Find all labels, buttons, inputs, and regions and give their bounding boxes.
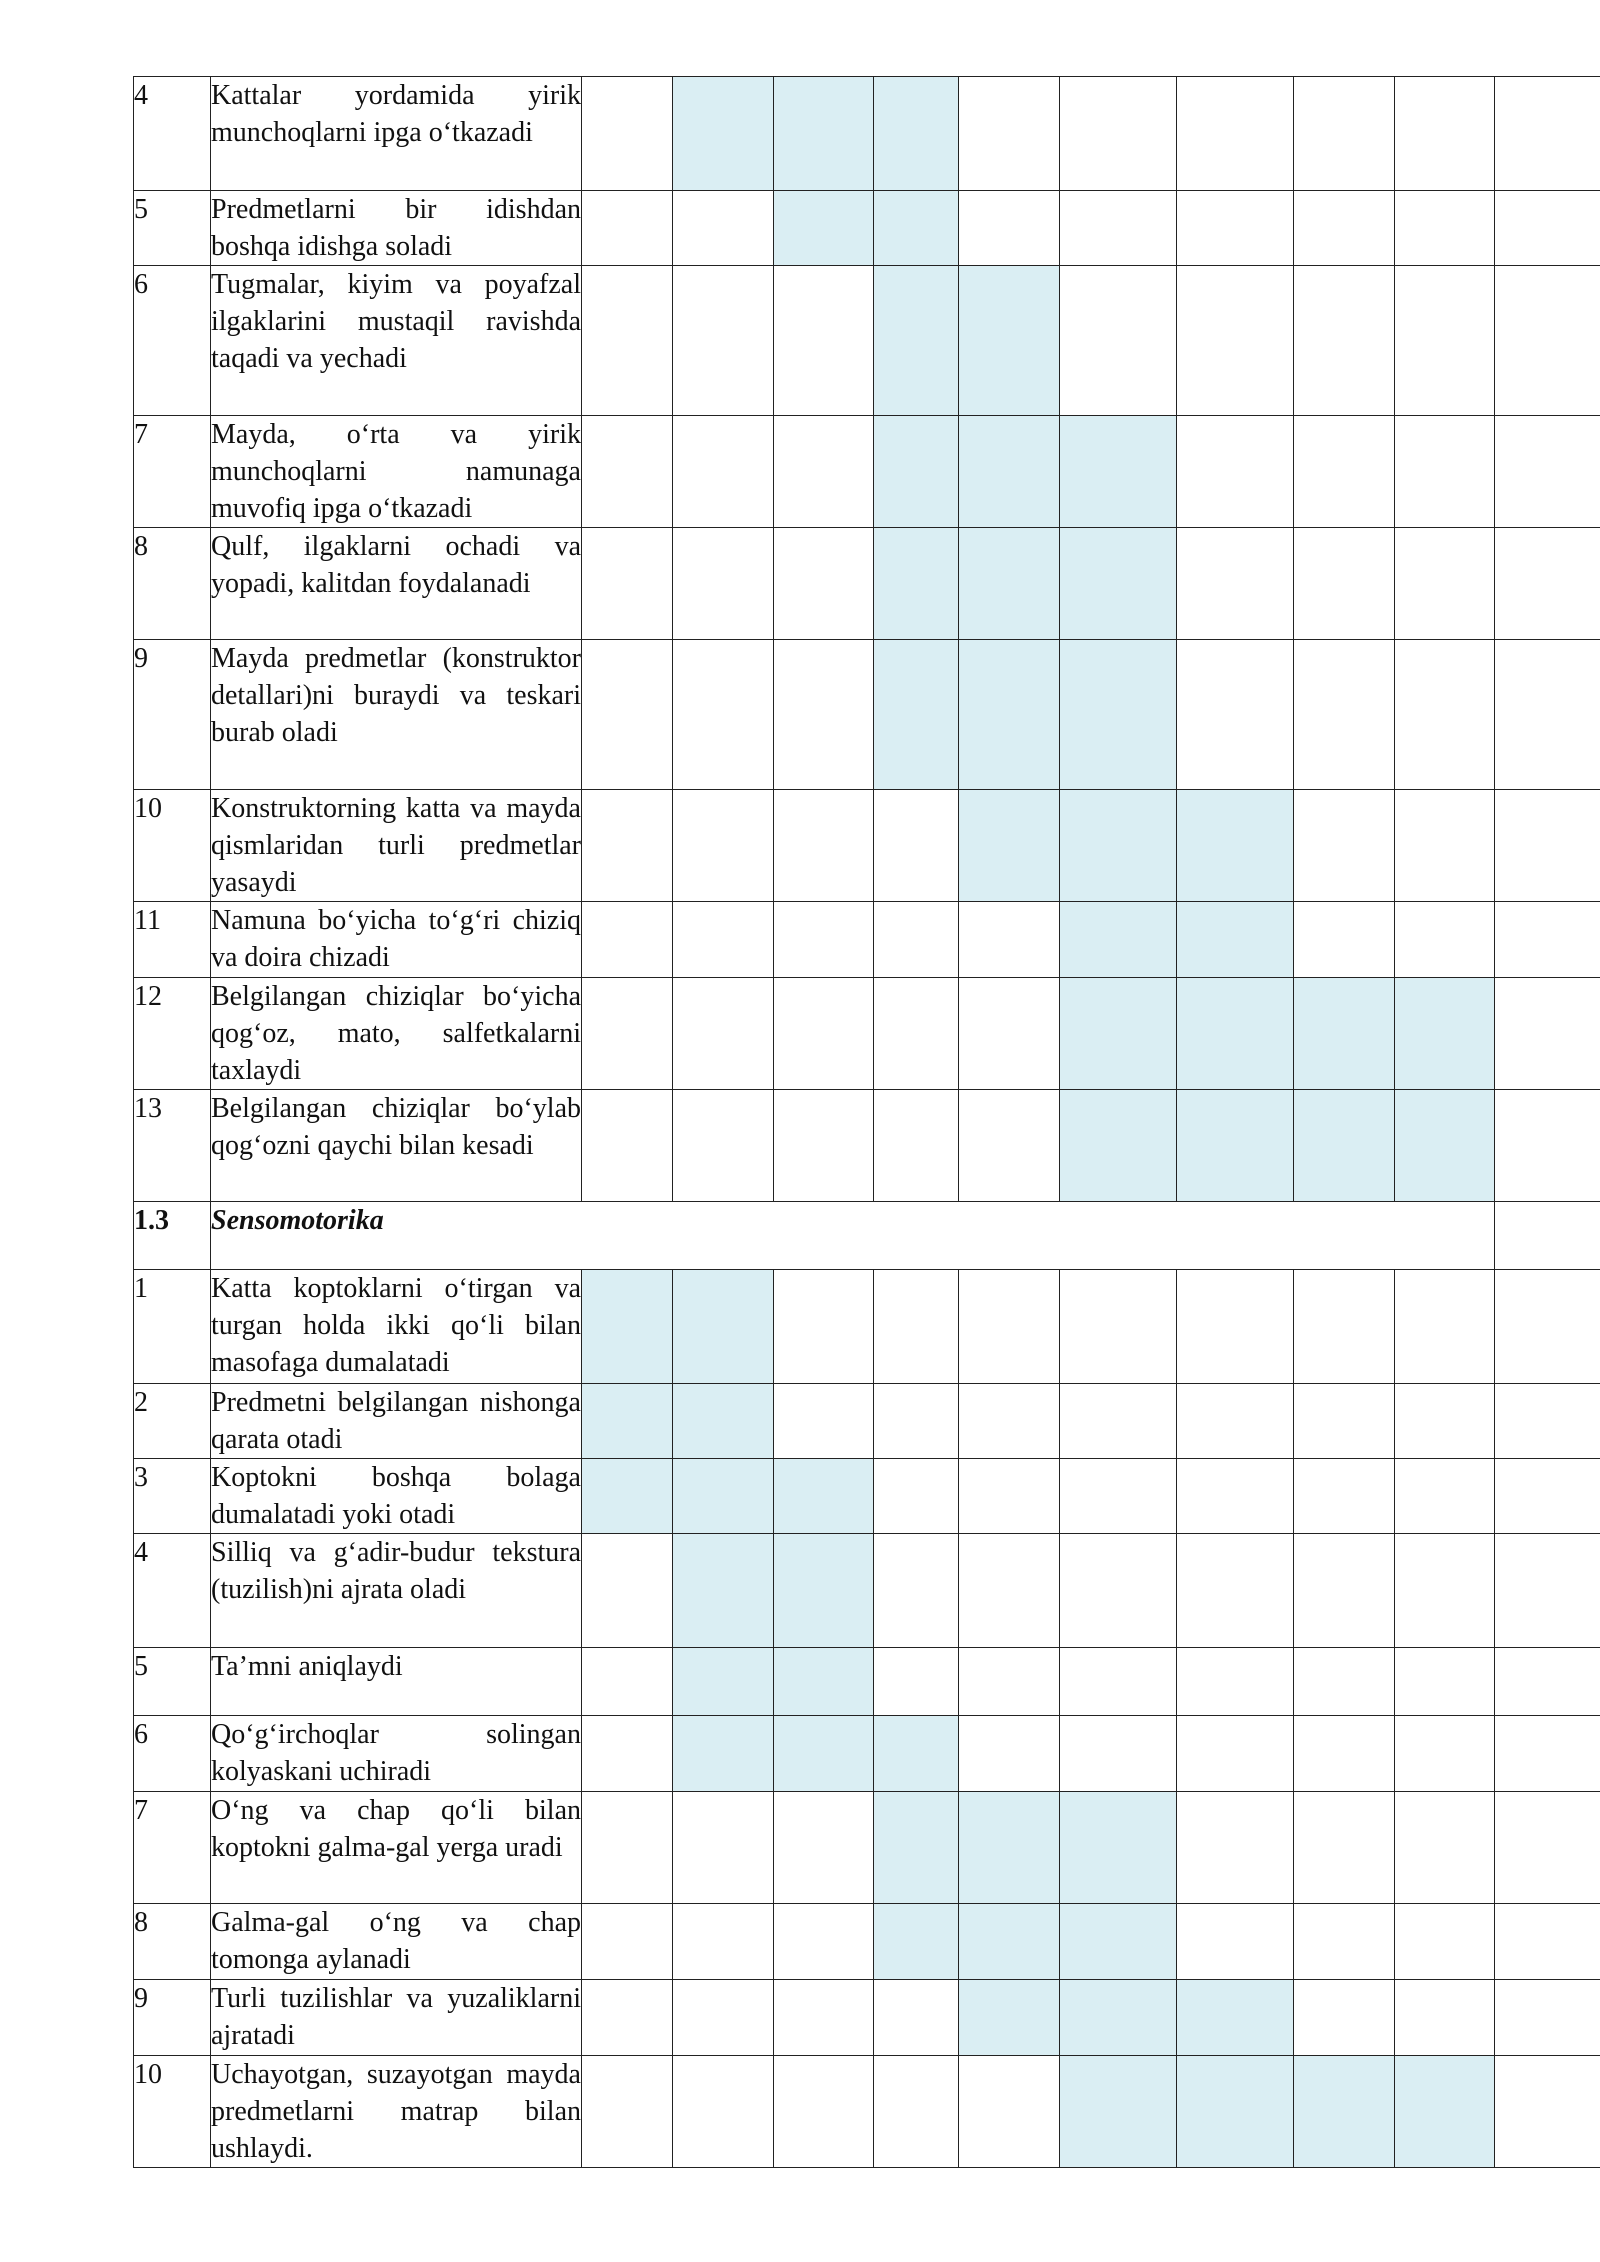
- grid-cell: [1294, 1716, 1395, 1792]
- grid-cell: [1060, 1459, 1177, 1534]
- grid-cell: [1060, 1648, 1177, 1716]
- skill-description: Namuna bo‘yicha to‘g‘ri chiziq va doira chizadi: [211, 902, 582, 978]
- grid-cell: [582, 978, 673, 1090]
- shaded-cell: [1395, 2056, 1495, 2168]
- grid-cell: [774, 902, 874, 978]
- grid-cell: [1177, 1904, 1294, 1980]
- grid-cell: [1395, 1904, 1495, 1980]
- shaded-cell: [874, 1716, 959, 1792]
- grid-cell: [1294, 191, 1395, 266]
- grid-cell: [1495, 1459, 1600, 1534]
- row-number: 7: [134, 416, 211, 528]
- grid-cell: [1395, 1792, 1495, 1904]
- section-title: Sensomotorika: [211, 1202, 1495, 1270]
- table-row: [134, 1716, 1600, 1792]
- grid-cell: [1395, 266, 1495, 416]
- skill-description: Tugmalar, kiyim va poyafzal ilgaklarini mustaqil ravishda taqadi va yechadi: [211, 266, 582, 416]
- row-number: 8: [134, 528, 211, 640]
- grid-cell: [673, 902, 774, 978]
- grid-cell: [1294, 1792, 1395, 1904]
- table-row: [134, 1270, 1600, 1384]
- grid-cell: [1060, 1270, 1177, 1384]
- shaded-cell: [1060, 1792, 1177, 1904]
- grid-cell: [673, 416, 774, 528]
- grid-cell: [1495, 1792, 1600, 1904]
- shaded-cell: [1060, 790, 1177, 902]
- grid-cell: [582, 1980, 673, 2056]
- row-number: 4: [134, 77, 211, 191]
- skill-description: Uchayotgan, suzayotgan mayda predmetlarni matrap bilan ushlaydi.: [211, 2056, 582, 2168]
- grid-cell: [582, 902, 673, 978]
- skill-description: Mayda predmetlar (konstruktor detallari)ni buraydi va teskari burab oladi: [211, 640, 582, 790]
- grid-cell: [774, 266, 874, 416]
- grid-cell: [1395, 790, 1495, 902]
- grid-cell: [874, 1090, 959, 1202]
- shaded-cell: [1060, 1904, 1177, 1980]
- table-row: [134, 1090, 1600, 1202]
- grid-cell: [673, 266, 774, 416]
- grid-cell: [1495, 790, 1600, 902]
- grid-cell: [673, 528, 774, 640]
- shaded-cell: [1060, 528, 1177, 640]
- skills-table: [133, 76, 1600, 2168]
- section-row: [134, 1202, 1600, 1270]
- grid-cell: [774, 790, 874, 902]
- grid-cell: [582, 640, 673, 790]
- grid-cell: [1177, 266, 1294, 416]
- grid-cell: [874, 902, 959, 978]
- grid-cell: [673, 1904, 774, 1980]
- grid-cell: [959, 2056, 1060, 2168]
- grid-cell: [959, 1534, 1060, 1648]
- grid-cell: [1395, 902, 1495, 978]
- grid-cell: [1177, 191, 1294, 266]
- skill-description: Ta’mni aniqlaydi: [211, 1648, 582, 1716]
- row-number: 3: [134, 1459, 211, 1534]
- grid-cell: [774, 1270, 874, 1384]
- grid-cell: [582, 1648, 673, 1716]
- grid-cell: [1495, 1648, 1600, 1716]
- shaded-cell: [774, 1459, 874, 1534]
- shaded-cell: [774, 1648, 874, 1716]
- grid-cell: [959, 191, 1060, 266]
- grid-cell: [874, 1384, 959, 1459]
- table-row: [134, 640, 1600, 790]
- grid-cell: [1395, 528, 1495, 640]
- shaded-cell: [1060, 640, 1177, 790]
- grid-cell: [959, 978, 1060, 1090]
- grid-cell: [582, 191, 673, 266]
- shaded-cell: [774, 191, 874, 266]
- grid-cell: [1294, 1270, 1395, 1384]
- skill-description: Mayda, o‘rta va yirik munchoqlarni namunaga muvofiq ipga o‘tkazadi: [211, 416, 582, 528]
- shaded-cell: [774, 1534, 874, 1648]
- shaded-cell: [1395, 978, 1495, 1090]
- grid-cell: [1177, 1384, 1294, 1459]
- shaded-cell: [1060, 2056, 1177, 2168]
- table-row: [134, 902, 1600, 978]
- grid-cell: [1495, 1716, 1600, 1792]
- table-body: [134, 77, 1600, 2168]
- grid-cell: [1495, 902, 1600, 978]
- grid-cell: [1495, 191, 1600, 266]
- grid-cell: [1495, 1534, 1600, 1648]
- table-row: [134, 266, 1600, 416]
- grid-cell: [774, 1904, 874, 1980]
- shaded-cell: [874, 1792, 959, 1904]
- shaded-cell: [1177, 1980, 1294, 2056]
- grid-cell: [1294, 1459, 1395, 1534]
- shaded-cell: [1177, 978, 1294, 1090]
- grid-cell: [582, 1792, 673, 1904]
- table-row: [134, 1904, 1600, 1980]
- grid-cell: [1495, 1384, 1600, 1459]
- skill-description: Silliq va g‘adir-budur tekstura (tuzilish)ni ajrata oladi: [211, 1534, 582, 1648]
- table-row: [134, 416, 1600, 528]
- skill-description: Katta koptoklarni o‘tirgan va turgan holda ikki qo‘li bilan masofaga dumalatadi: [211, 1270, 582, 1384]
- grid-cell: [1495, 416, 1600, 528]
- grid-cell: [1495, 978, 1600, 1090]
- grid-cell: [874, 978, 959, 1090]
- shaded-cell: [1060, 1090, 1177, 1202]
- grid-cell: [1177, 1270, 1294, 1384]
- skill-description: Konstruktorning katta va mayda qismlaridan turli predmetlar yasaydi: [211, 790, 582, 902]
- row-number: 11: [134, 902, 211, 978]
- grid-cell: [959, 77, 1060, 191]
- grid-cell: [1395, 1270, 1495, 1384]
- table-row: [134, 2056, 1600, 2168]
- row-number: 9: [134, 640, 211, 790]
- grid-cell: [1060, 266, 1177, 416]
- grid-cell: [1060, 191, 1177, 266]
- grid-cell: [673, 790, 774, 902]
- row-number: 12: [134, 978, 211, 1090]
- grid-cell: [1395, 191, 1495, 266]
- grid-cell: [874, 1534, 959, 1648]
- shaded-cell: [673, 1384, 774, 1459]
- grid-cell: [582, 1904, 673, 1980]
- section-number: 1.3: [134, 1202, 211, 1270]
- row-number: 1: [134, 1270, 211, 1384]
- grid-cell: [1177, 416, 1294, 528]
- shaded-cell: [673, 1270, 774, 1384]
- grid-cell: [582, 77, 673, 191]
- skill-description: Belgilangan chiziqlar bo‘yicha qog‘oz, mato, salfetkalarni taxlaydi: [211, 978, 582, 1090]
- grid-cell: [673, 191, 774, 266]
- grid-cell: [582, 790, 673, 902]
- shaded-cell: [1177, 902, 1294, 978]
- shaded-cell: [874, 191, 959, 266]
- grid-cell: [774, 2056, 874, 2168]
- grid-cell: [774, 416, 874, 528]
- skill-description: Galma-gal o‘ng va chap tomonga aylanadi: [211, 1904, 582, 1980]
- shaded-cell: [582, 1384, 673, 1459]
- grid-cell: [1294, 1534, 1395, 1648]
- grid-cell: [959, 1270, 1060, 1384]
- shaded-cell: [1395, 1090, 1495, 1202]
- shaded-cell: [959, 790, 1060, 902]
- shaded-cell: [874, 77, 959, 191]
- shaded-cell: [1060, 902, 1177, 978]
- grid-cell: [874, 1648, 959, 1716]
- skill-description: Predmetni belgilangan nishonga qarata otadi: [211, 1384, 582, 1459]
- grid-cell: [1177, 77, 1294, 191]
- grid-cell: [1395, 416, 1495, 528]
- grid-cell: [1060, 1534, 1177, 1648]
- grid-cell: [1060, 77, 1177, 191]
- row-number: 13: [134, 1090, 211, 1202]
- grid-cell: [582, 1716, 673, 1792]
- shaded-cell: [959, 416, 1060, 528]
- grid-cell: [959, 1648, 1060, 1716]
- row-number: 4: [134, 1534, 211, 1648]
- grid-cell: [1177, 1716, 1294, 1792]
- grid-cell: [1177, 528, 1294, 640]
- table-row: [134, 191, 1600, 266]
- grid-cell: [1060, 1384, 1177, 1459]
- shaded-cell: [673, 1716, 774, 1792]
- grid-cell: [1495, 640, 1600, 790]
- grid-cell: [673, 2056, 774, 2168]
- skill-description: Kattalar yordamida yirik munchoqlarni ipga o‘tkazadi: [211, 77, 582, 191]
- grid-cell: [1395, 1534, 1495, 1648]
- shaded-cell: [959, 1792, 1060, 1904]
- grid-cell: [874, 2056, 959, 2168]
- grid-cell: [1395, 1980, 1495, 2056]
- grid-cell: [774, 1090, 874, 1202]
- grid-cell: [582, 528, 673, 640]
- grid-cell: [1495, 2056, 1600, 2168]
- grid-cell: [1495, 1904, 1600, 1980]
- shaded-cell: [959, 1904, 1060, 1980]
- grid-cell: [1495, 77, 1600, 191]
- grid-cell: [582, 1090, 673, 1202]
- grid-cell: [1294, 266, 1395, 416]
- row-number: 9: [134, 1980, 211, 2056]
- grid-cell: [1294, 1648, 1395, 1716]
- grid-cell: [1395, 1384, 1495, 1459]
- shaded-cell: [874, 1904, 959, 1980]
- shaded-cell: [1294, 978, 1395, 1090]
- shaded-cell: [1060, 1980, 1177, 2056]
- grid-cell: [874, 1980, 959, 2056]
- shaded-cell: [1060, 978, 1177, 1090]
- table-row: [134, 790, 1600, 902]
- grid-cell: [774, 1792, 874, 1904]
- grid-cell: [1395, 1459, 1495, 1534]
- row-number: 7: [134, 1792, 211, 1904]
- skill-description: Turli tuzilishlar va yuzaliklarni ajratadi: [211, 1980, 582, 2056]
- grid-cell: [1060, 1716, 1177, 1792]
- shaded-cell: [1177, 790, 1294, 902]
- grid-cell: [959, 1090, 1060, 1202]
- row-number: 2: [134, 1384, 211, 1459]
- grid-cell: [874, 1459, 959, 1534]
- grid-cell: [673, 978, 774, 1090]
- grid-cell: [1495, 1270, 1600, 1384]
- grid-cell: [774, 978, 874, 1090]
- grid-cell: [1495, 1980, 1600, 2056]
- table-row: [134, 77, 1600, 191]
- grid-cell: [1395, 1716, 1495, 1792]
- grid-cell: [1294, 1980, 1395, 2056]
- grid-cell: [1495, 266, 1600, 416]
- skill-description: Qo‘g‘irchoqlar solingan kolyaskani uchiradi: [211, 1716, 582, 1792]
- row-number: 5: [134, 191, 211, 266]
- grid-cell: [959, 1384, 1060, 1459]
- shaded-cell: [959, 1980, 1060, 2056]
- skill-description: O‘ng va chap qo‘li bilan koptokni galma-gal yerga uradi: [211, 1792, 582, 1904]
- table-row: [134, 1792, 1600, 1904]
- shaded-cell: [673, 1534, 774, 1648]
- grid-cell: [1177, 1648, 1294, 1716]
- skill-description: Predmetlarni bir idishdan boshqa idishga soladi: [211, 191, 582, 266]
- grid-cell: [1495, 528, 1600, 640]
- grid-cell: [1294, 640, 1395, 790]
- grid-cell: [1177, 1459, 1294, 1534]
- shaded-cell: [1060, 416, 1177, 528]
- grid-cell: [673, 1980, 774, 2056]
- skill-description: Koptokni boshqa bolaga dumalatadi yoki otadi: [211, 1459, 582, 1534]
- shaded-cell: [874, 266, 959, 416]
- grid-cell: [673, 1792, 774, 1904]
- row-number: 6: [134, 1716, 211, 1792]
- grid-cell: [774, 528, 874, 640]
- table-row: [134, 1980, 1600, 2056]
- table-row: [134, 1459, 1600, 1534]
- table-row: [134, 528, 1600, 640]
- grid-cell: [582, 1534, 673, 1648]
- table-row: [134, 1384, 1600, 1459]
- shaded-cell: [673, 1648, 774, 1716]
- shaded-cell: [959, 528, 1060, 640]
- grid-cell: [673, 1090, 774, 1202]
- grid-cell: [959, 1716, 1060, 1792]
- grid-cell: [673, 640, 774, 790]
- grid-cell: [1294, 790, 1395, 902]
- grid-cell: [1294, 77, 1395, 191]
- grid-cell: [1294, 416, 1395, 528]
- shaded-cell: [874, 416, 959, 528]
- grid-cell: [874, 790, 959, 902]
- shaded-cell: [1294, 1090, 1395, 1202]
- shaded-cell: [874, 528, 959, 640]
- row-number: 6: [134, 266, 211, 416]
- grid-cell: [1395, 640, 1495, 790]
- row-number: 10: [134, 2056, 211, 2168]
- table-row: [134, 1534, 1600, 1648]
- grid-cell: [1177, 1792, 1294, 1904]
- grid-cell: [1294, 1904, 1395, 1980]
- shaded-cell: [874, 640, 959, 790]
- grid-cell: [1495, 1090, 1600, 1202]
- row-number: 5: [134, 1648, 211, 1716]
- shaded-cell: [673, 77, 774, 191]
- shaded-cell: [774, 77, 874, 191]
- shaded-cell: [673, 1459, 774, 1534]
- shaded-cell: [774, 1716, 874, 1792]
- skill-description: Belgilangan chiziqlar bo‘ylab qog‘ozni qaychi bilan kesadi: [211, 1090, 582, 1202]
- grid-cell: [1177, 640, 1294, 790]
- grid-cell: [582, 2056, 673, 2168]
- grid-cell: [774, 1384, 874, 1459]
- grid-cell: [959, 902, 1060, 978]
- grid-cell: [1294, 1384, 1395, 1459]
- grid-cell: [1294, 528, 1395, 640]
- shaded-cell: [582, 1270, 673, 1384]
- grid-cell: [1177, 1534, 1294, 1648]
- grid-cell: [1294, 902, 1395, 978]
- shaded-cell: [1177, 1090, 1294, 1202]
- shaded-cell: [959, 266, 1060, 416]
- grid-cell: [959, 1459, 1060, 1534]
- shaded-cell: [582, 1459, 673, 1534]
- shaded-cell: [959, 640, 1060, 790]
- grid-cell: [1395, 1648, 1495, 1716]
- grid-cell: [1395, 77, 1495, 191]
- shaded-cell: [1294, 2056, 1395, 2168]
- row-number: 10: [134, 790, 211, 902]
- grid-cell: [774, 640, 874, 790]
- grid-cell: [1495, 1202, 1600, 1270]
- shaded-cell: [1177, 2056, 1294, 2168]
- table-row: [134, 1648, 1600, 1716]
- skill-description: Qulf, ilgaklarni ochadi va yopadi, kalitdan foydalanadi: [211, 528, 582, 640]
- row-number: 8: [134, 1904, 211, 1980]
- grid-cell: [582, 416, 673, 528]
- grid-cell: [874, 1270, 959, 1384]
- table-row: [134, 978, 1600, 1090]
- grid-cell: [582, 266, 673, 416]
- grid-cell: [774, 1980, 874, 2056]
